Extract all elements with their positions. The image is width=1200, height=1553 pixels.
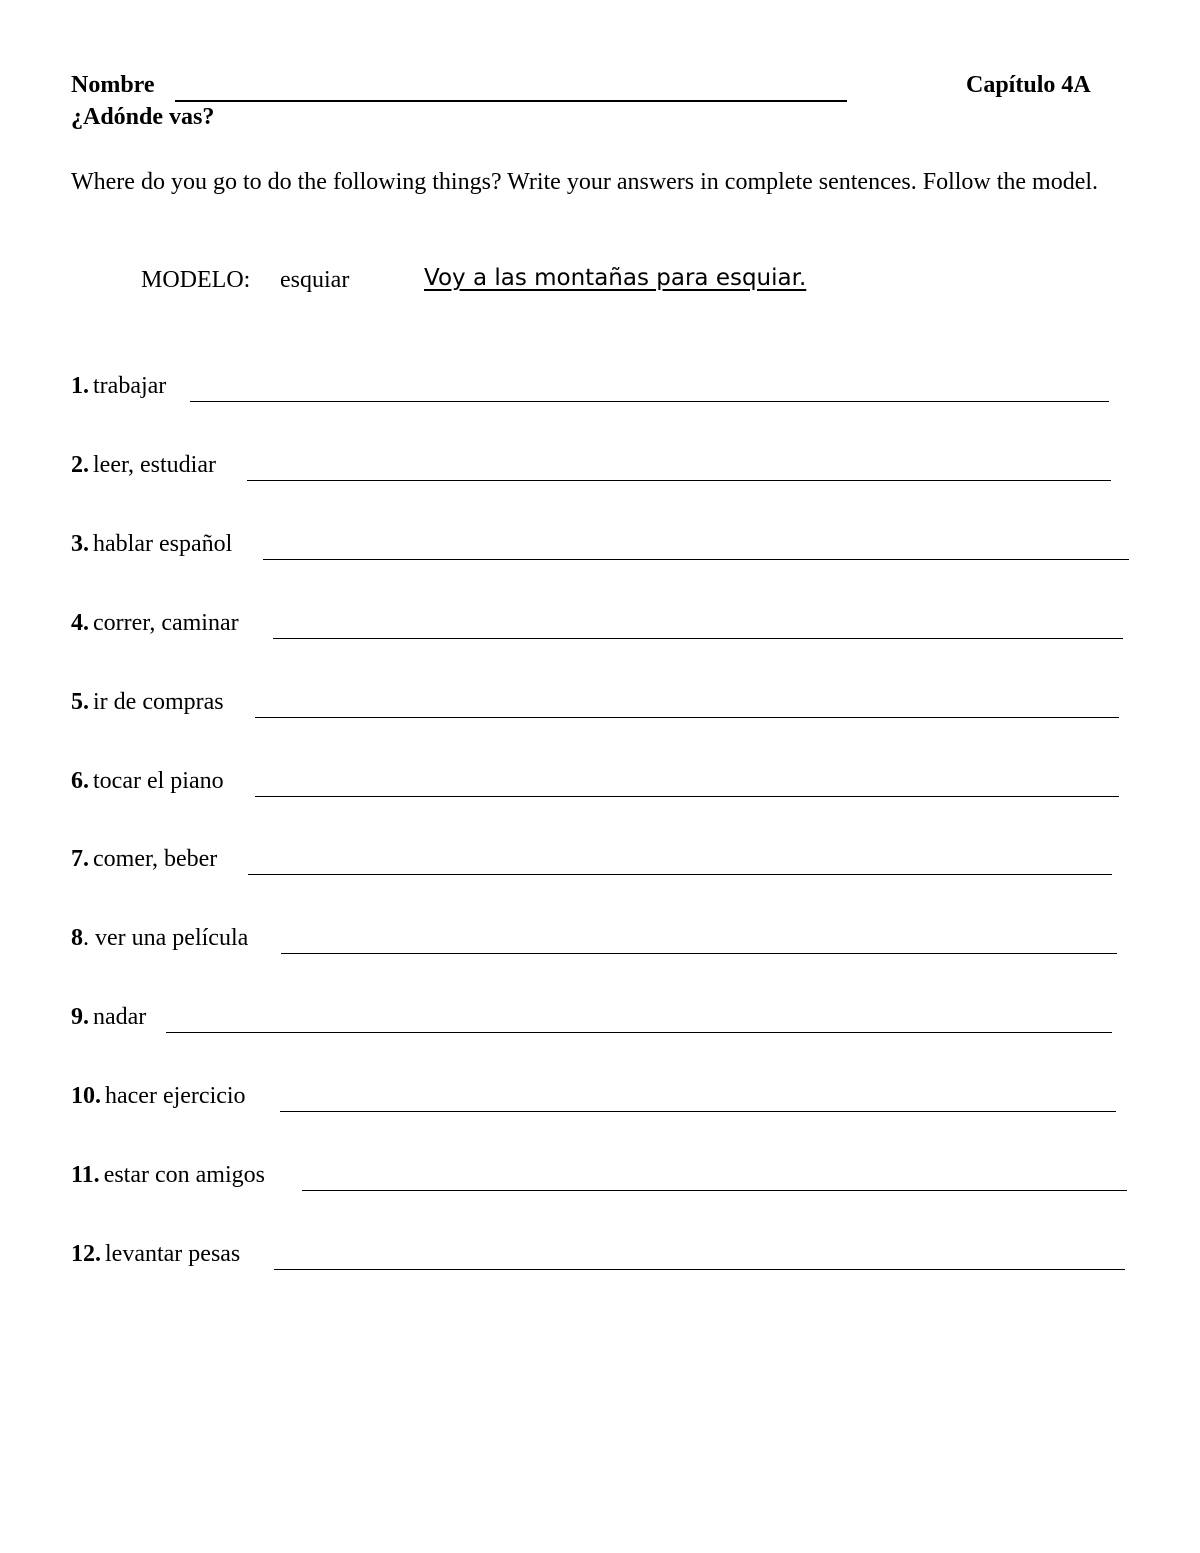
model-answer: Voy a las montañas para esquiar.: [424, 265, 807, 291]
model-label: MODELO:: [141, 267, 251, 293]
question-label: [71, 373, 166, 400]
answer-line[interactable]: [273, 638, 1123, 639]
answer-line[interactable]: [247, 480, 1111, 481]
question-text: comer, beber: [93, 846, 218, 872]
model-verb: esquiar: [280, 267, 350, 293]
answer-line[interactable]: [274, 1269, 1125, 1270]
question-item-10: [71, 1083, 1118, 1117]
question-number: 11.: [71, 1162, 100, 1188]
question-item-1: [71, 373, 1111, 407]
question-text: tocar el piano: [93, 768, 224, 794]
answer-line[interactable]: [255, 796, 1119, 797]
answer-line[interactable]: [302, 1190, 1127, 1191]
answer-line[interactable]: [166, 1032, 1112, 1033]
question-text: . ver una película: [83, 925, 249, 951]
question-item-4: [71, 610, 1126, 644]
question-text: levantar pesas: [105, 1241, 241, 1267]
answer-line[interactable]: [280, 1111, 1116, 1112]
question-number: 6.: [71, 768, 89, 794]
question-label: [71, 1162, 265, 1189]
question-text: hacer ejercicio: [105, 1083, 246, 1109]
question-text: trabajar: [93, 373, 167, 399]
question-item-5: [71, 689, 1121, 723]
chapter-label: Capítulo 4A: [966, 72, 1091, 98]
instructions-text: Where do you go to do the following things? Write your answers in complete sentences. Follow the model.: [71, 169, 1099, 195]
question-text: ir de compras: [93, 689, 224, 715]
answer-line[interactable]: [248, 874, 1112, 875]
question-item-3: [71, 531, 1131, 565]
question-number: 4.: [71, 610, 89, 636]
question-number: 2.: [71, 452, 89, 478]
answer-line[interactable]: [281, 953, 1117, 954]
question-item-12: [71, 1241, 1127, 1275]
header-row: [71, 72, 1131, 104]
question-label: [71, 610, 239, 637]
question-number: 8: [71, 925, 83, 951]
worksheet-title: ¿Adónde vas?: [71, 104, 215, 130]
answer-line[interactable]: [255, 717, 1119, 718]
question-number: 1.: [71, 373, 89, 399]
question-number: 10.: [71, 1083, 101, 1109]
question-label: [71, 846, 217, 873]
question-label: [71, 925, 248, 952]
question-label: [71, 689, 224, 716]
question-item-6: [71, 768, 1121, 802]
question-label: [71, 452, 216, 479]
question-item-2: [71, 452, 1113, 486]
question-text: leer, estudiar: [93, 452, 216, 478]
question-label: [71, 1083, 246, 1110]
question-label: [71, 768, 224, 795]
answer-line[interactable]: [263, 559, 1129, 560]
question-number: 5.: [71, 689, 89, 715]
name-field-line[interactable]: [175, 100, 847, 102]
question-label: [71, 1241, 240, 1268]
question-number: 9.: [71, 1004, 89, 1030]
question-item-9: [71, 1004, 1114, 1038]
question-text: hablar español: [93, 531, 233, 557]
question-item-7: [71, 846, 1114, 880]
question-label: [71, 1004, 146, 1031]
question-number: 3.: [71, 531, 89, 557]
question-number: 12.: [71, 1241, 101, 1267]
name-label: Nombre: [71, 72, 155, 98]
question-text: correr, caminar: [93, 610, 239, 636]
question-item-11: [71, 1162, 1129, 1196]
question-item-8: [71, 925, 1119, 959]
answer-line[interactable]: [190, 401, 1109, 402]
question-label: [71, 531, 232, 558]
question-text: estar con amigos: [103, 1162, 265, 1188]
question-text: nadar: [93, 1004, 147, 1030]
question-number: 7.: [71, 846, 89, 872]
